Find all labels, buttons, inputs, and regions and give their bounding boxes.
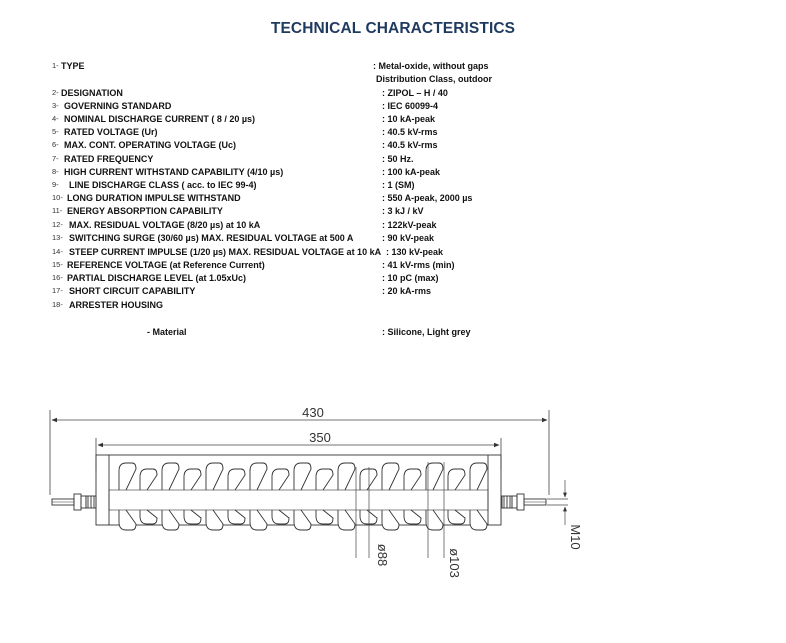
housing-core	[109, 490, 488, 510]
overall-length-label: 430	[302, 405, 324, 420]
row-label: RATED VOLTAGE (Ur)	[64, 127, 158, 137]
shed	[448, 469, 465, 524]
row-label: NOMINAL DISCHARGE CURRENT ( 8 / 20 µs)	[64, 114, 256, 124]
thread-label: M10	[568, 524, 583, 550]
shed	[272, 469, 289, 524]
row-label: REFERENCE VOLTAGE (at Reference Current)	[67, 260, 265, 270]
material-value: : Silicone, Light grey	[382, 327, 471, 337]
row-number: 5-	[52, 127, 59, 136]
row-value: : ZIPOL – H / 40	[382, 88, 448, 98]
row-number: 11-	[52, 206, 63, 215]
row-value: : 1 (SM)	[382, 180, 415, 190]
shed	[294, 463, 311, 530]
shed	[140, 469, 157, 524]
row-value: : 130 kV-peak	[386, 247, 444, 257]
row-number: 9-	[52, 180, 59, 189]
row-label: LONG DURATION IMPULSE WITHSTAND	[67, 193, 241, 203]
row-label: ARRESTER HOUSING	[69, 300, 164, 310]
row-number: 13-	[52, 233, 63, 242]
row-number: 17-	[52, 286, 63, 295]
material-label: - Material	[147, 327, 187, 337]
row-number: 6-	[52, 140, 59, 149]
row-value: : 41 kV-rms (min)	[382, 260, 455, 270]
row-value: : 90 kV-peak	[382, 233, 435, 243]
row-number: 18-	[52, 300, 63, 309]
row-number: 7-	[52, 154, 59, 163]
row-label: SHORT CIRCUIT CAPABILITY	[69, 286, 196, 296]
row-value: : 3 kJ / kV	[382, 206, 424, 216]
row-value: : 100 kA-peak	[382, 167, 441, 177]
row-label: MAX. RESIDUAL VOLTAGE (8/20 µs) at 10 kA	[69, 220, 261, 230]
row-label: HIGH CURRENT WITHSTAND CAPABILITY (4/10 µs)	[64, 167, 284, 177]
row-value: : 40.5 kV-rms	[382, 140, 438, 150]
row-label: GOVERNING STANDARD	[64, 101, 172, 111]
shed	[206, 463, 223, 530]
row-label: LINE DISCHARGE CLASS ( acc. to IEC 99-4)	[69, 180, 257, 190]
small-shed-diameter-label: ø88	[375, 543, 390, 567]
row-value: : 122kV-peak	[382, 220, 437, 230]
row-value: : 40.5 kV-rms	[382, 127, 438, 137]
row-number: 14-	[52, 247, 63, 256]
shed	[426, 463, 443, 530]
row-label: SWITCHING SURGE (30/60 µs) MAX. RESIDUAL VOLTAGE at 500 A	[69, 233, 354, 243]
row-value-continued: Distribution Class, outdoor	[376, 74, 492, 84]
end-terminals	[52, 494, 546, 510]
housing-length-label: 350	[309, 430, 331, 445]
row-number: 16-	[52, 273, 63, 282]
arrester-dimension-drawing	[0, 380, 786, 605]
row-number: 2-	[52, 88, 59, 97]
row-value: : 50 Hz.	[382, 154, 414, 164]
row-label: STEEP CURRENT IMPULSE (1/20 µs) MAX. RESIDUAL VOLTAGE at 10 kA	[69, 247, 382, 257]
row-number: 4-	[52, 114, 59, 123]
row-label: ENERGY ABSORPTION CAPABILITY	[67, 206, 223, 216]
thread-dimension	[547, 480, 583, 550]
large-shed-diameter-label: ø103	[447, 548, 462, 578]
shed	[250, 463, 267, 530]
shed	[119, 463, 136, 530]
shed	[184, 469, 201, 524]
row-label: TYPE	[61, 61, 85, 71]
row-value: : Metal-oxide, without gaps	[373, 61, 489, 71]
row-number: 15-	[52, 260, 63, 269]
row-label: PARTIAL DISCHARGE LEVEL (at 1.05xUc)	[67, 273, 247, 283]
row-value: : 10 kA-peak	[382, 114, 436, 124]
row-number: 12-	[52, 220, 63, 229]
row-label: MAX. CONT. OPERATING VOLTAGE (Uc)	[64, 140, 237, 150]
page-title: TECHNICAL CHARACTERISTICS	[270, 20, 516, 37]
row-value: : 10 pC (max)	[382, 273, 439, 283]
shed	[360, 469, 377, 524]
row-number: 8-	[52, 167, 59, 176]
row-label: DESIGNATION	[61, 88, 123, 98]
row-number: 1-	[52, 61, 59, 70]
row-value: : IEC 60099-4	[382, 101, 439, 111]
shed	[338, 463, 355, 530]
row-number: 10-	[52, 193, 63, 202]
shed	[316, 469, 333, 524]
row-number: 3-	[52, 101, 59, 110]
shed	[404, 469, 421, 524]
housing-sheds	[109, 463, 488, 530]
row-value: : 550 A-peak, 2000 µs	[382, 193, 473, 203]
shed	[382, 463, 399, 530]
row-label: RATED FREQUENCY	[64, 154, 154, 164]
shed	[228, 469, 245, 524]
shed	[162, 463, 179, 530]
row-value: : 20 kA-rms	[382, 286, 432, 296]
shed	[470, 463, 487, 530]
